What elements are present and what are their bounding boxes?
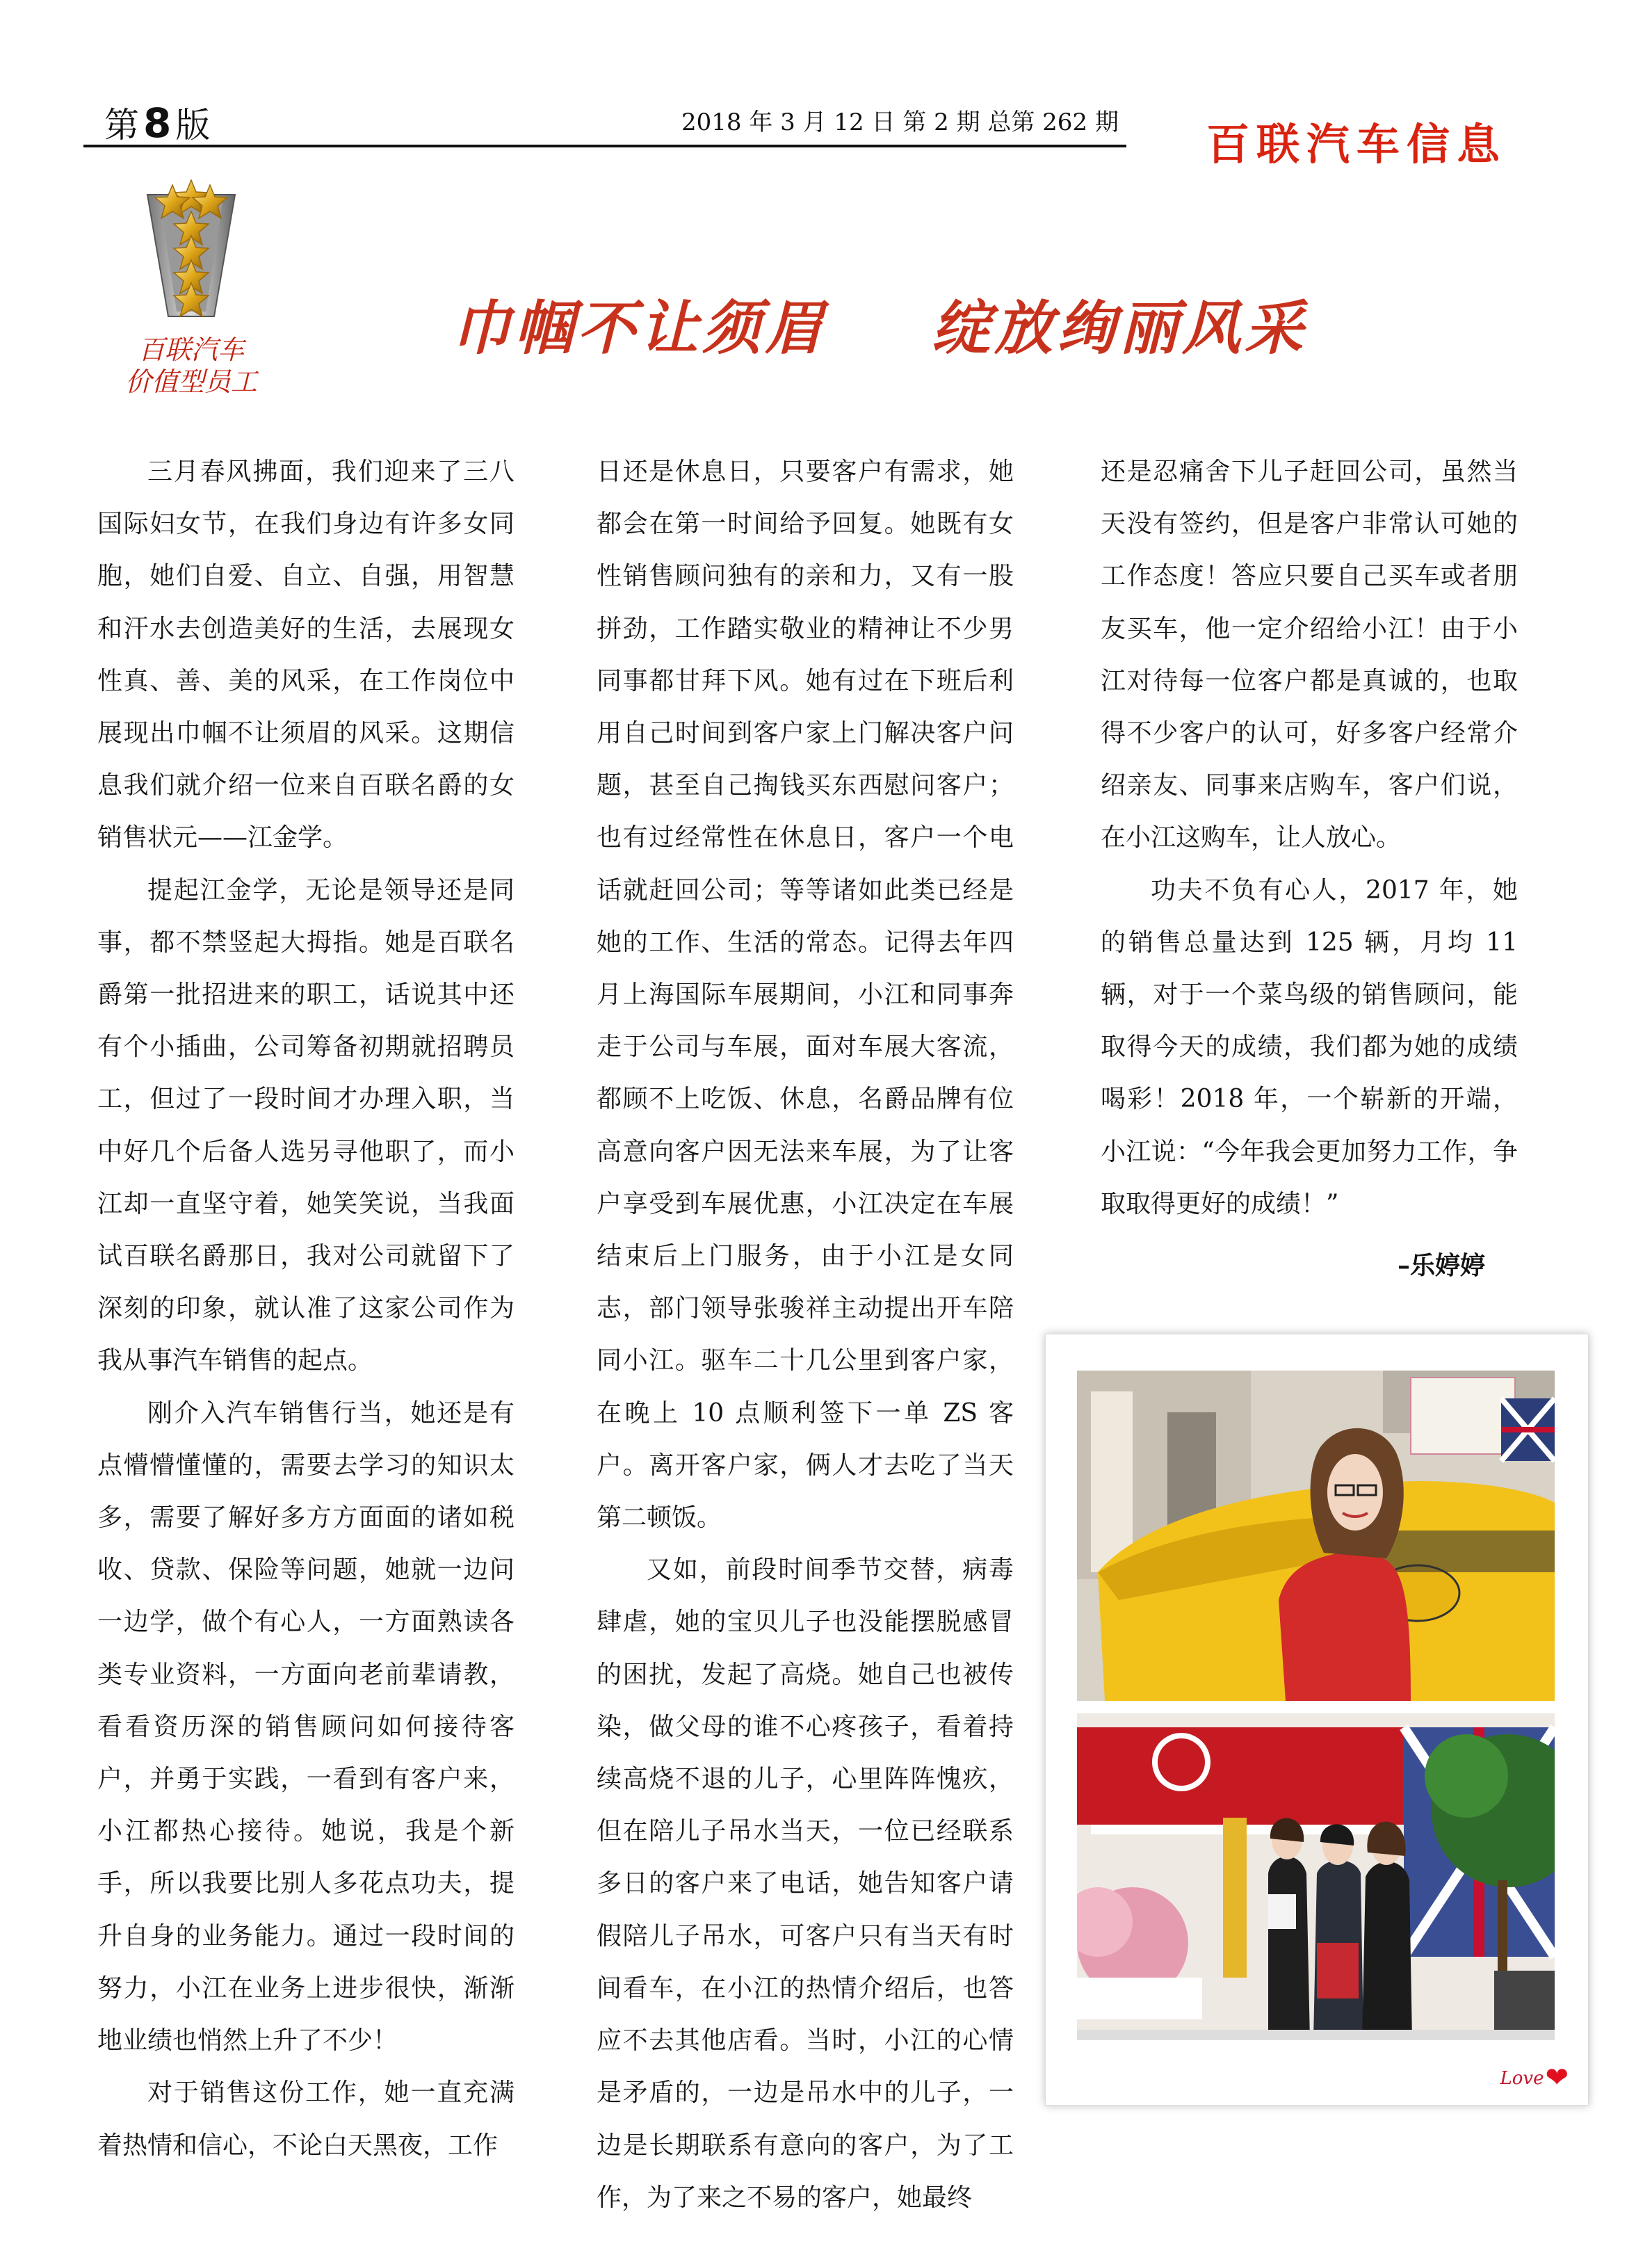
- paragraph: 又如，前段时间季节交替，病毒肆虐，她的宝贝儿子也没能摆脱感冒的困扰，发起了高烧。她自己也被传染，做父母的谁不心疼孩子，看着持续高烧不退的儿子，心里阵阵愧疚，但在陪儿子吊水当天，一位已经联系多日的客户来了电话，她告知客户请假陪儿子吊水，可客户只有当天有时间看车，在小江的热情介绍后，也答应不去其他店看。当时，小江的心情是矛盾的，一边是吊水中的儿子，一边是长期联系有意向的客户，为了工作，为了来之不易的客户，她最终: [597, 1556, 1014, 2212]
- paragraph: 提起江金学，无论是领导还是同事，都不禁竖起大拇指。她是百联名爵第一批招进来的职工，话说其中还有个小插曲，公司筹备初期就招聘员工，但过了一段时间才办理入职，当中好几个后备人选另寻他职了，而小江却一直坚守着，她笑笑说，当我面试百联名爵那日，我对公司就留下了深刻的印象，就认准了这家公司作为我从事汽车销售的起点。: [97, 875, 515, 1375]
- author-signature: –乐婷婷: [1398, 1251, 1486, 1280]
- photo-frame: [1045, 1334, 1589, 2106]
- logo-line-1: 百联汽车: [138, 334, 244, 365]
- page-prefix: 第: [104, 105, 139, 145]
- paragraph: 三月春风拂面，我们迎来了三八国际妇女节，在我们身边有许多女同胞，她们自爱、自立、自强，用智慧和汗水去创造美好的生活，去展现女性真、善、美的风采，在工作岗位中展现出巾帼不让须眉的风采。这期信息我们就介绍一位来自百联名爵的女销售状元——江金学。: [97, 458, 515, 853]
- page-number: [104, 97, 210, 147]
- article-column-3: [1101, 446, 1518, 1230]
- star-logo: [104, 174, 278, 403]
- article-column-2: [597, 446, 1014, 2224]
- showroom-group-photo: [1077, 1713, 1555, 2040]
- article-column-1: [97, 446, 515, 2172]
- paragraph: 对于销售这份工作，她一直充满着热情和信心，不论白天黑夜，工作: [97, 2078, 515, 2160]
- headline-part-1: 巾帼不让须眉: [452, 293, 828, 362]
- woman-with-car-image: [1077, 1371, 1555, 1701]
- paragraph: 功夫不负有心人，2017 年，她的销售总量达到 125 辆，月均 11 辆，对于一个菜鸟级的销售顾问，能取得今天的成绩，我们都为她的成绩喝彩！2018 年，一个崭新的开端，小江说：“今年我会更加努力工作，争取取得更好的成绩！”: [1101, 875, 1518, 1218]
- masthead-title: 百联汽车信息: [1206, 119, 1507, 170]
- logo-line-2: 价值型员工: [124, 366, 257, 397]
- saleswoman-photo: [1077, 1371, 1555, 1701]
- love-text: Love: [1500, 2068, 1544, 2089]
- header-rule: [83, 145, 1126, 147]
- article-headline: [452, 282, 1307, 366]
- heart-icon: ❤: [1545, 2062, 1569, 2094]
- love-decoration: [1500, 2062, 1569, 2094]
- issue-info: 2018 年 3 月 12 日 第 2 期 总第 262 期: [681, 108, 1119, 136]
- paragraph: 日还是休息日，只要客户有需求，她都会在第一时间给予回复。她既有女性销售顾问独有的亲和力，又有一股拼劲，工作踏实敬业的精神让不少男同事都甘拜下风。她有过在下班后利用自己时间到客户家上门解决客户问题，甚至自己掏钱买东西慰问客户；也有过经常性在休息日，客户一个电话就赶回公司；等等诸如此类已经是她的工作、生活的常态。记得去年四月上海国际车展期间，小江和同事奔走于公司与车展，面对车展大客流，都顾不上吃饭、休息，名爵品牌有位高意向客户因无法来车展，为了让客户享受到车展优惠，小江决定在车展结束后上门服务，由于小江是女同志，部门领导张骏祥主动提出开车陪同小江。驱车二十几公里到客户家，在晚上 10 点顺利签下一单 ZS 客户。离开客户家，俩人才去吃了当天第二顿饭。: [597, 458, 1014, 1533]
- paragraph: 刚介入汽车销售行当，她还是有点懵懵懂懂的，需要去学习的知识太多，需要了解好多方方面面的诸如税收、贷款、保险等问题，她就一边问一边学，做个有心人，一方面熟读各类专业资料，一方面向老前辈请教，看看资历深的销售顾问如何接待客户，并勇于实践，一看到有客户来，小江都热心接待。她说，我是个新手，所以我要比别人多花点功夫，提升自身的业务能力。通过一段时间的努力，小江在业务上进步很快，渐渐地业绩也悄然上升了不少！: [97, 1398, 515, 2056]
- trophy-stars-icon: [104, 174, 278, 334]
- showroom-image: [1077, 1713, 1555, 2040]
- page-number-value: 8: [143, 99, 172, 147]
- paragraph: 还是忍痛舍下儿子赶回公司，虽然当天没有签约，但是客户非常认可她的工作态度！答应只要自己买车或者朋友买车，他一定介绍给小江！由于小江对待每一位客户都是真诚的，也取得不少客户的认可，好多客户经常介绍亲友、同事来店购车，客户们说，在小江这购车，让人放心。: [1101, 458, 1518, 853]
- page-suffix: 版: [175, 105, 211, 145]
- headline-part-2: 绽放绚丽风采: [932, 293, 1308, 362]
